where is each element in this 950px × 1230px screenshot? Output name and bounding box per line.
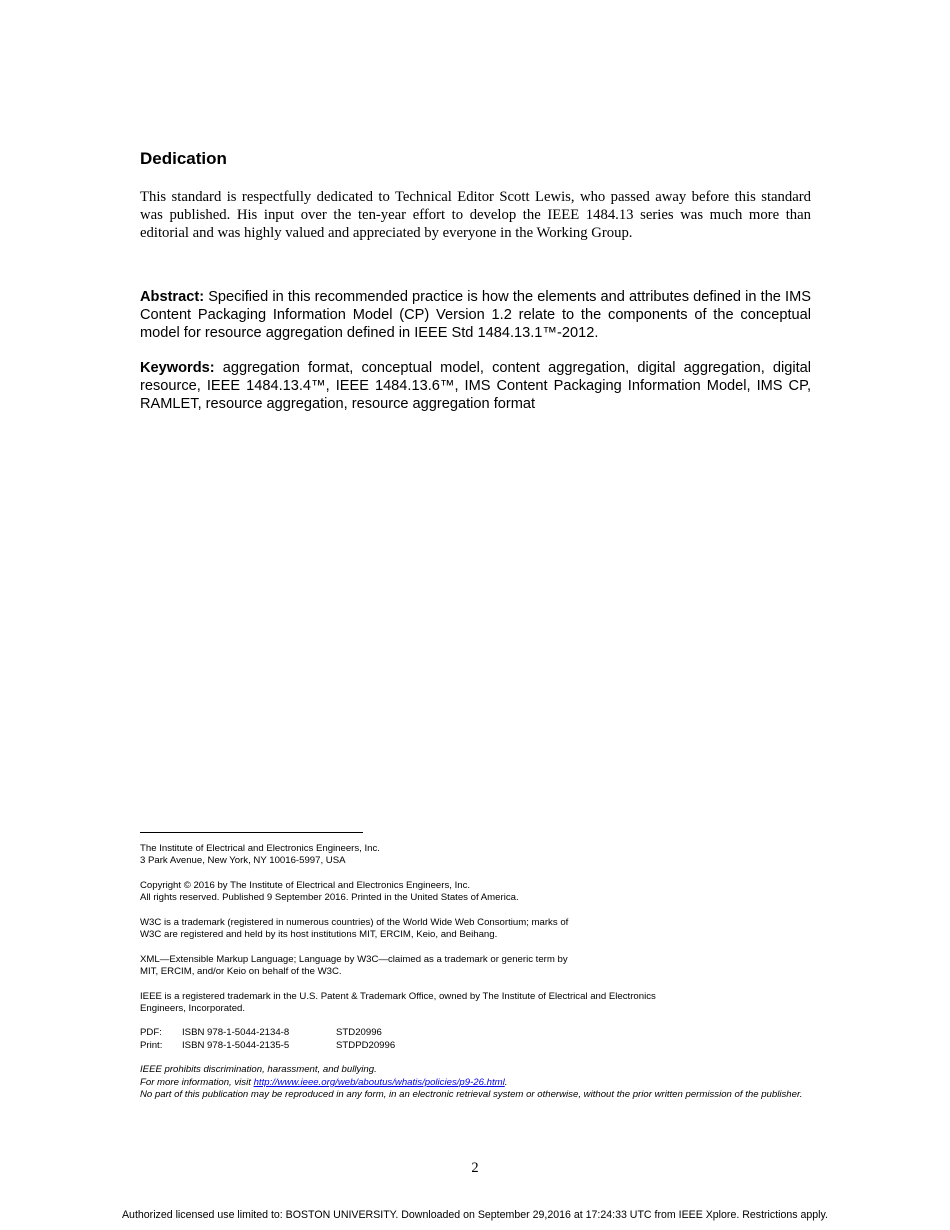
ieee-trademark-notice bbox=[140, 991, 811, 1016]
abstract-text: Specified in this recommended practice is how the elements and attributes defined in the IMS Content Packaging Information Model (CP) Version 1.2 relate to the components of the conceptual model for resource aggregation defined in IEEE Std 1484.13.1™-2012. bbox=[140, 289, 811, 341]
xml-line-1: XML—Extensible Markup Language; Language by W3C—claimed as a trademark or generic term by bbox=[140, 953, 568, 965]
isbn-kind: Print: bbox=[140, 1039, 163, 1051]
ieee-trademark-line-1: IEEE is a registered trademark in the U.S. Patent & Trademark Office, owned by The Institute of Electrical and Electronics bbox=[140, 990, 656, 1002]
dedication-text: This standard is respectfully dedicated to Technical Editor Scott Lewis, who passed away before this standard was published. His input over the ten-year effort to develop the IEEE 1484.13 series was much more than editorial and was highly valued and appreciated by everyone in the Working Group. bbox=[140, 189, 811, 241]
policy-suffix: . bbox=[504, 1076, 508, 1088]
keywords-label: Keywords: bbox=[140, 360, 215, 376]
reproduction-notice: No part of this publication may be reproduced in any form, in an electronic retrieval system or otherwise, without the prior written permission of the publisher. bbox=[140, 1088, 803, 1100]
w3c-line-1: W3C is a trademark (registered in numerous countries) of the World Wide Web Consortium; marks of bbox=[140, 916, 569, 928]
abstract-paragraph bbox=[140, 288, 811, 342]
isbn-row-pdf bbox=[140, 1027, 811, 1039]
isbn-number: ISBN 978-1-5044-2135-5 bbox=[182, 1039, 290, 1051]
isbn-code: STD20996 bbox=[336, 1027, 382, 1039]
isbn-table bbox=[140, 1027, 811, 1052]
keywords-paragraph bbox=[140, 359, 811, 413]
ieee-trademark-line-2: Engineers, Incorporated. bbox=[140, 1002, 246, 1014]
publisher-name: The Institute of Electrical and Electronics Engineers, Inc. bbox=[140, 843, 380, 854]
copyright-notice bbox=[140, 880, 811, 905]
isbn-row-print bbox=[140, 1040, 811, 1052]
dedication-heading: Dedication bbox=[140, 149, 227, 168]
page-number: 2 bbox=[471, 1160, 479, 1176]
license-banner: Authorized licensed use limited to: BOSTON UNIVERSITY. Downloaded on September 29,2016 at 17:24:33 UTC from IEEE Xplore. Restrictions apply. bbox=[121, 1209, 828, 1221]
publisher-street: 3 Park Avenue, New York, NY 10016-5997, USA bbox=[140, 855, 346, 867]
policy-notice bbox=[140, 1064, 811, 1101]
copyright-line: Copyright © 2016 by The Institute of Electrical and Electronics Engineers, Inc. bbox=[140, 879, 471, 891]
xml-trademark-notice bbox=[140, 954, 811, 979]
policy-line-2 bbox=[140, 1077, 811, 1089]
footnote-divider bbox=[140, 832, 363, 833]
keywords-text: aggregation format, conceptual model, content aggregation, digital aggregation, digital resource, IEEE 1484.13.4™, IEEE 1484.13.6™, IMS Content Packaging Information Model, IMS CP, RAMLET, resource aggregation, resource aggregation format bbox=[140, 360, 811, 412]
rights-line: All rights reserved. Published 9 September 2016. Printed in the United States of America. bbox=[140, 892, 519, 904]
isbn-kind: PDF: bbox=[140, 1027, 162, 1039]
w3c-trademark-notice bbox=[140, 917, 811, 942]
policy-link[interactable]: http://www.ieee.org/web/aboutus/whatis/policies/p9-26.html bbox=[253, 1076, 505, 1088]
isbn-number: ISBN 978-1-5044-2134-8 bbox=[182, 1027, 290, 1039]
w3c-line-2: W3C are registered and held by its host institutions MIT, ERCIM, Keio, and Beihang. bbox=[140, 929, 498, 941]
publisher-address bbox=[140, 843, 811, 868]
xml-line-2: MIT, ERCIM, and/or Keio on behalf of the W3C. bbox=[140, 965, 342, 977]
policy-prefix: For more information, visit bbox=[140, 1076, 254, 1088]
isbn-code: STDPD20996 bbox=[336, 1039, 396, 1051]
policy-line-1: IEEE prohibits discrimination, harassment, and bullying. bbox=[140, 1064, 377, 1076]
footnotes bbox=[140, 843, 811, 1114]
abstract-label: Abstract: bbox=[140, 289, 205, 305]
